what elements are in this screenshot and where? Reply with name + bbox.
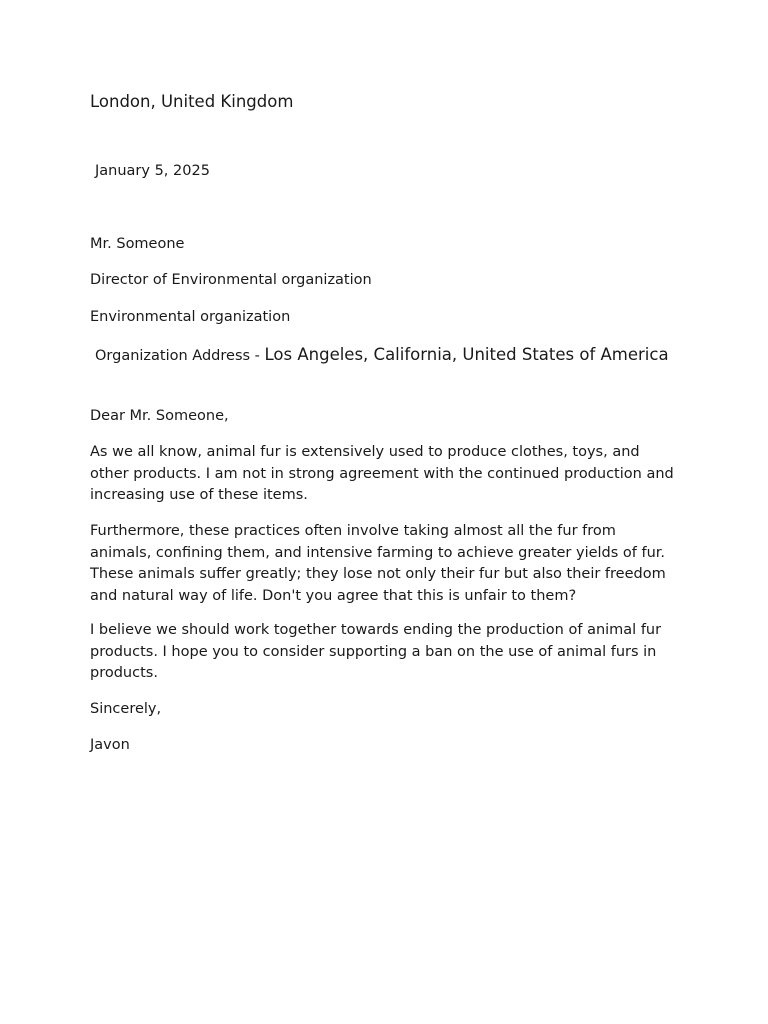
body-paragraph-2: Furthermore, these practices often involve taking almost all the fur from animals, confining them, and intensive farming to achieve greater yields of fur. These animals suffer greatly; they lose not only their fur but also their freedom and natural way of life. Don't you agree that this is unfair to them? (90, 523, 666, 604)
recipient-address (90, 343, 680, 368)
recipient-name: Mr. Someone (90, 236, 185, 252)
sender-location: London, United Kingdom (90, 92, 294, 111)
letter-date: January 5, 2025 (95, 163, 210, 179)
signature: Javon (90, 737, 130, 753)
salutation: Dear Mr. Someone, (90, 408, 229, 424)
body-paragraph-3: I believe we should work together towards ending the production of animal fur products. I hope you to consider supporting a ban on the use of animal furs in products. (90, 622, 662, 681)
body-paragraph-1: As we all know, animal fur is extensively used to produce clothes, toys, and other products. I am not in strong agreement with the continued production and increasing use of these items. (90, 444, 674, 503)
recipient-organization: Environmental organization (90, 309, 291, 325)
recipient-title: Director of Environmental organization (90, 272, 372, 288)
closing: Sincerely, (90, 701, 162, 717)
address-label: Organization Address - (95, 348, 265, 364)
address-value: Los Angeles, California, United States of America (264, 345, 669, 364)
